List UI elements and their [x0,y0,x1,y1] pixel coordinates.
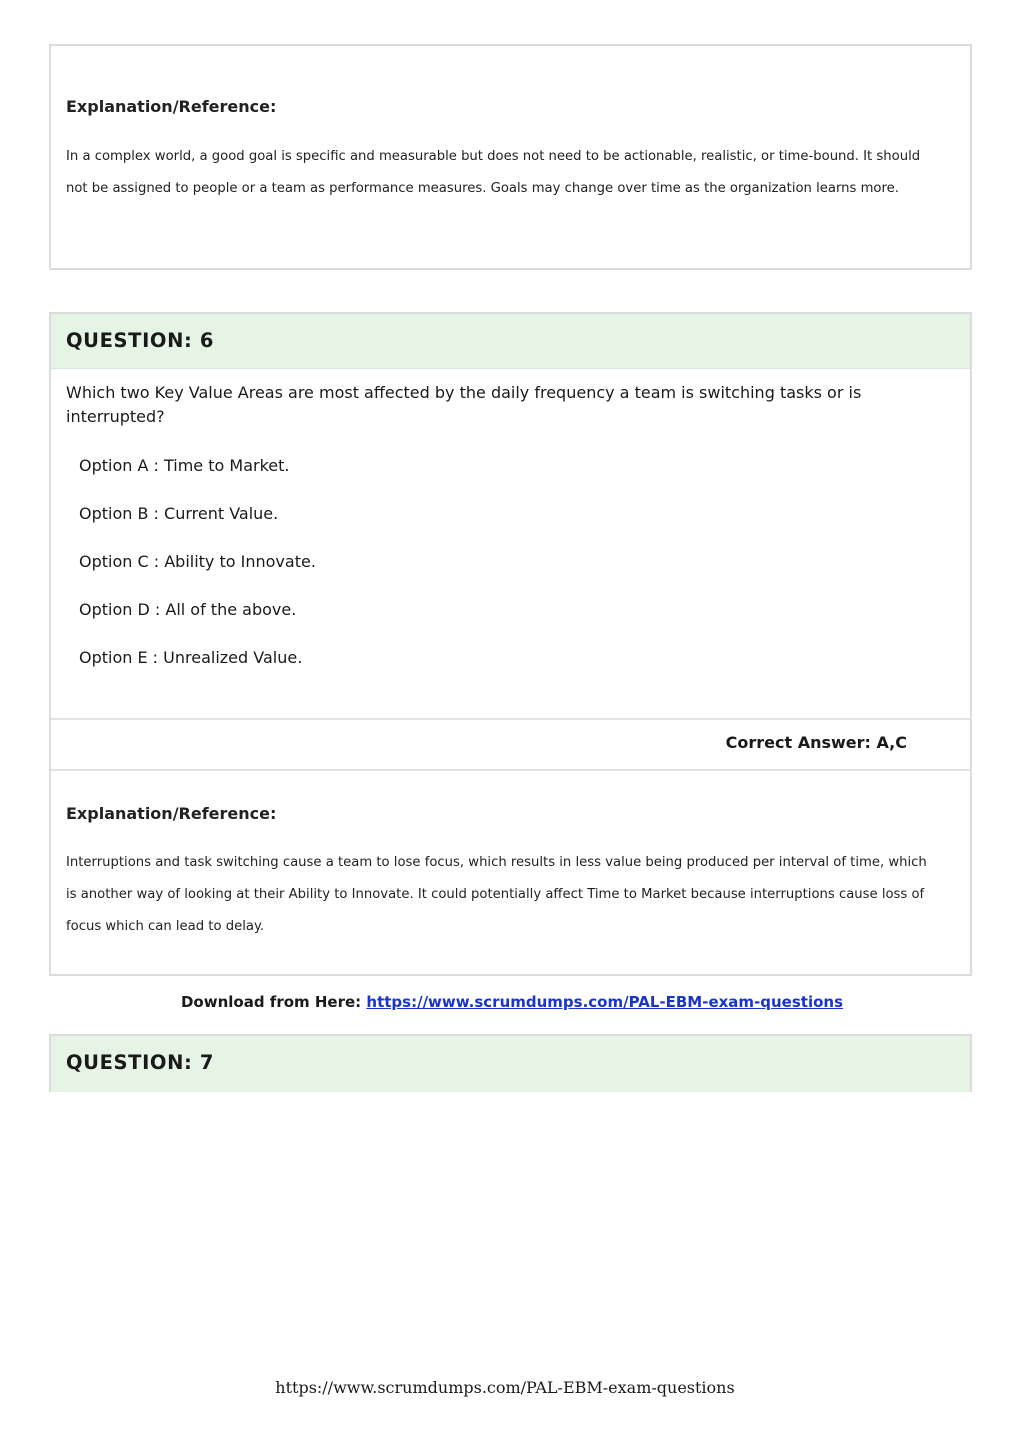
explanation-text: In a complex world, a good goal is specific and measurable but does not need to be actionable, realistic, or time-bound. It should not be assigned to people or a team as performance measures. Goals may change over time as the organization learns more. [66,149,921,196]
option-b[interactable]: Option B : Current Value. [79,504,279,523]
option-d[interactable]: Option D : All of the above. [79,600,297,619]
explanation-title: Explanation/Reference: [66,97,277,116]
question-text: Which two Key Value Areas are most affected by the daily frequency a team is switching tasks or is interrupted? [66,383,862,426]
divider [51,769,970,771]
download-label: Download from Here: [180,993,362,1011]
question-header [51,314,970,369]
option-e[interactable]: Option E : Unrealized Value. [79,648,303,667]
download-link[interactable]: https://www.scrumdumps.com/PAL-EBM-exam-questions [366,993,844,1011]
divider [51,718,970,720]
question-card-6 [49,312,972,976]
question-card-7 [49,1034,972,1092]
explanation-title: Explanation/Reference: [66,804,277,823]
download-line [0,993,1024,1011]
question-header [51,1036,970,1092]
footer-url: https://www.scrumdumps.com/PAL-EBM-exam-questions [275,1378,735,1397]
explanation-card-previous [49,44,972,270]
option-c[interactable]: Option C : Ability to Innovate. [79,552,316,571]
option-a[interactable]: Option A : Time to Market. [79,456,290,475]
question-number: QUESTION: 7 [66,1051,214,1074]
question-number: QUESTION: 6 [66,329,214,352]
correct-answer: Correct Answer: A,C [725,733,907,752]
explanation-text: Interruptions and task switching cause a team to lose focus, which results in less value being produced per interval of time, which is another way of looking at their Ability to Innovate. It could potentially affect Time to Market because interruptions cause loss of focus which can lead to delay. [66,855,927,934]
